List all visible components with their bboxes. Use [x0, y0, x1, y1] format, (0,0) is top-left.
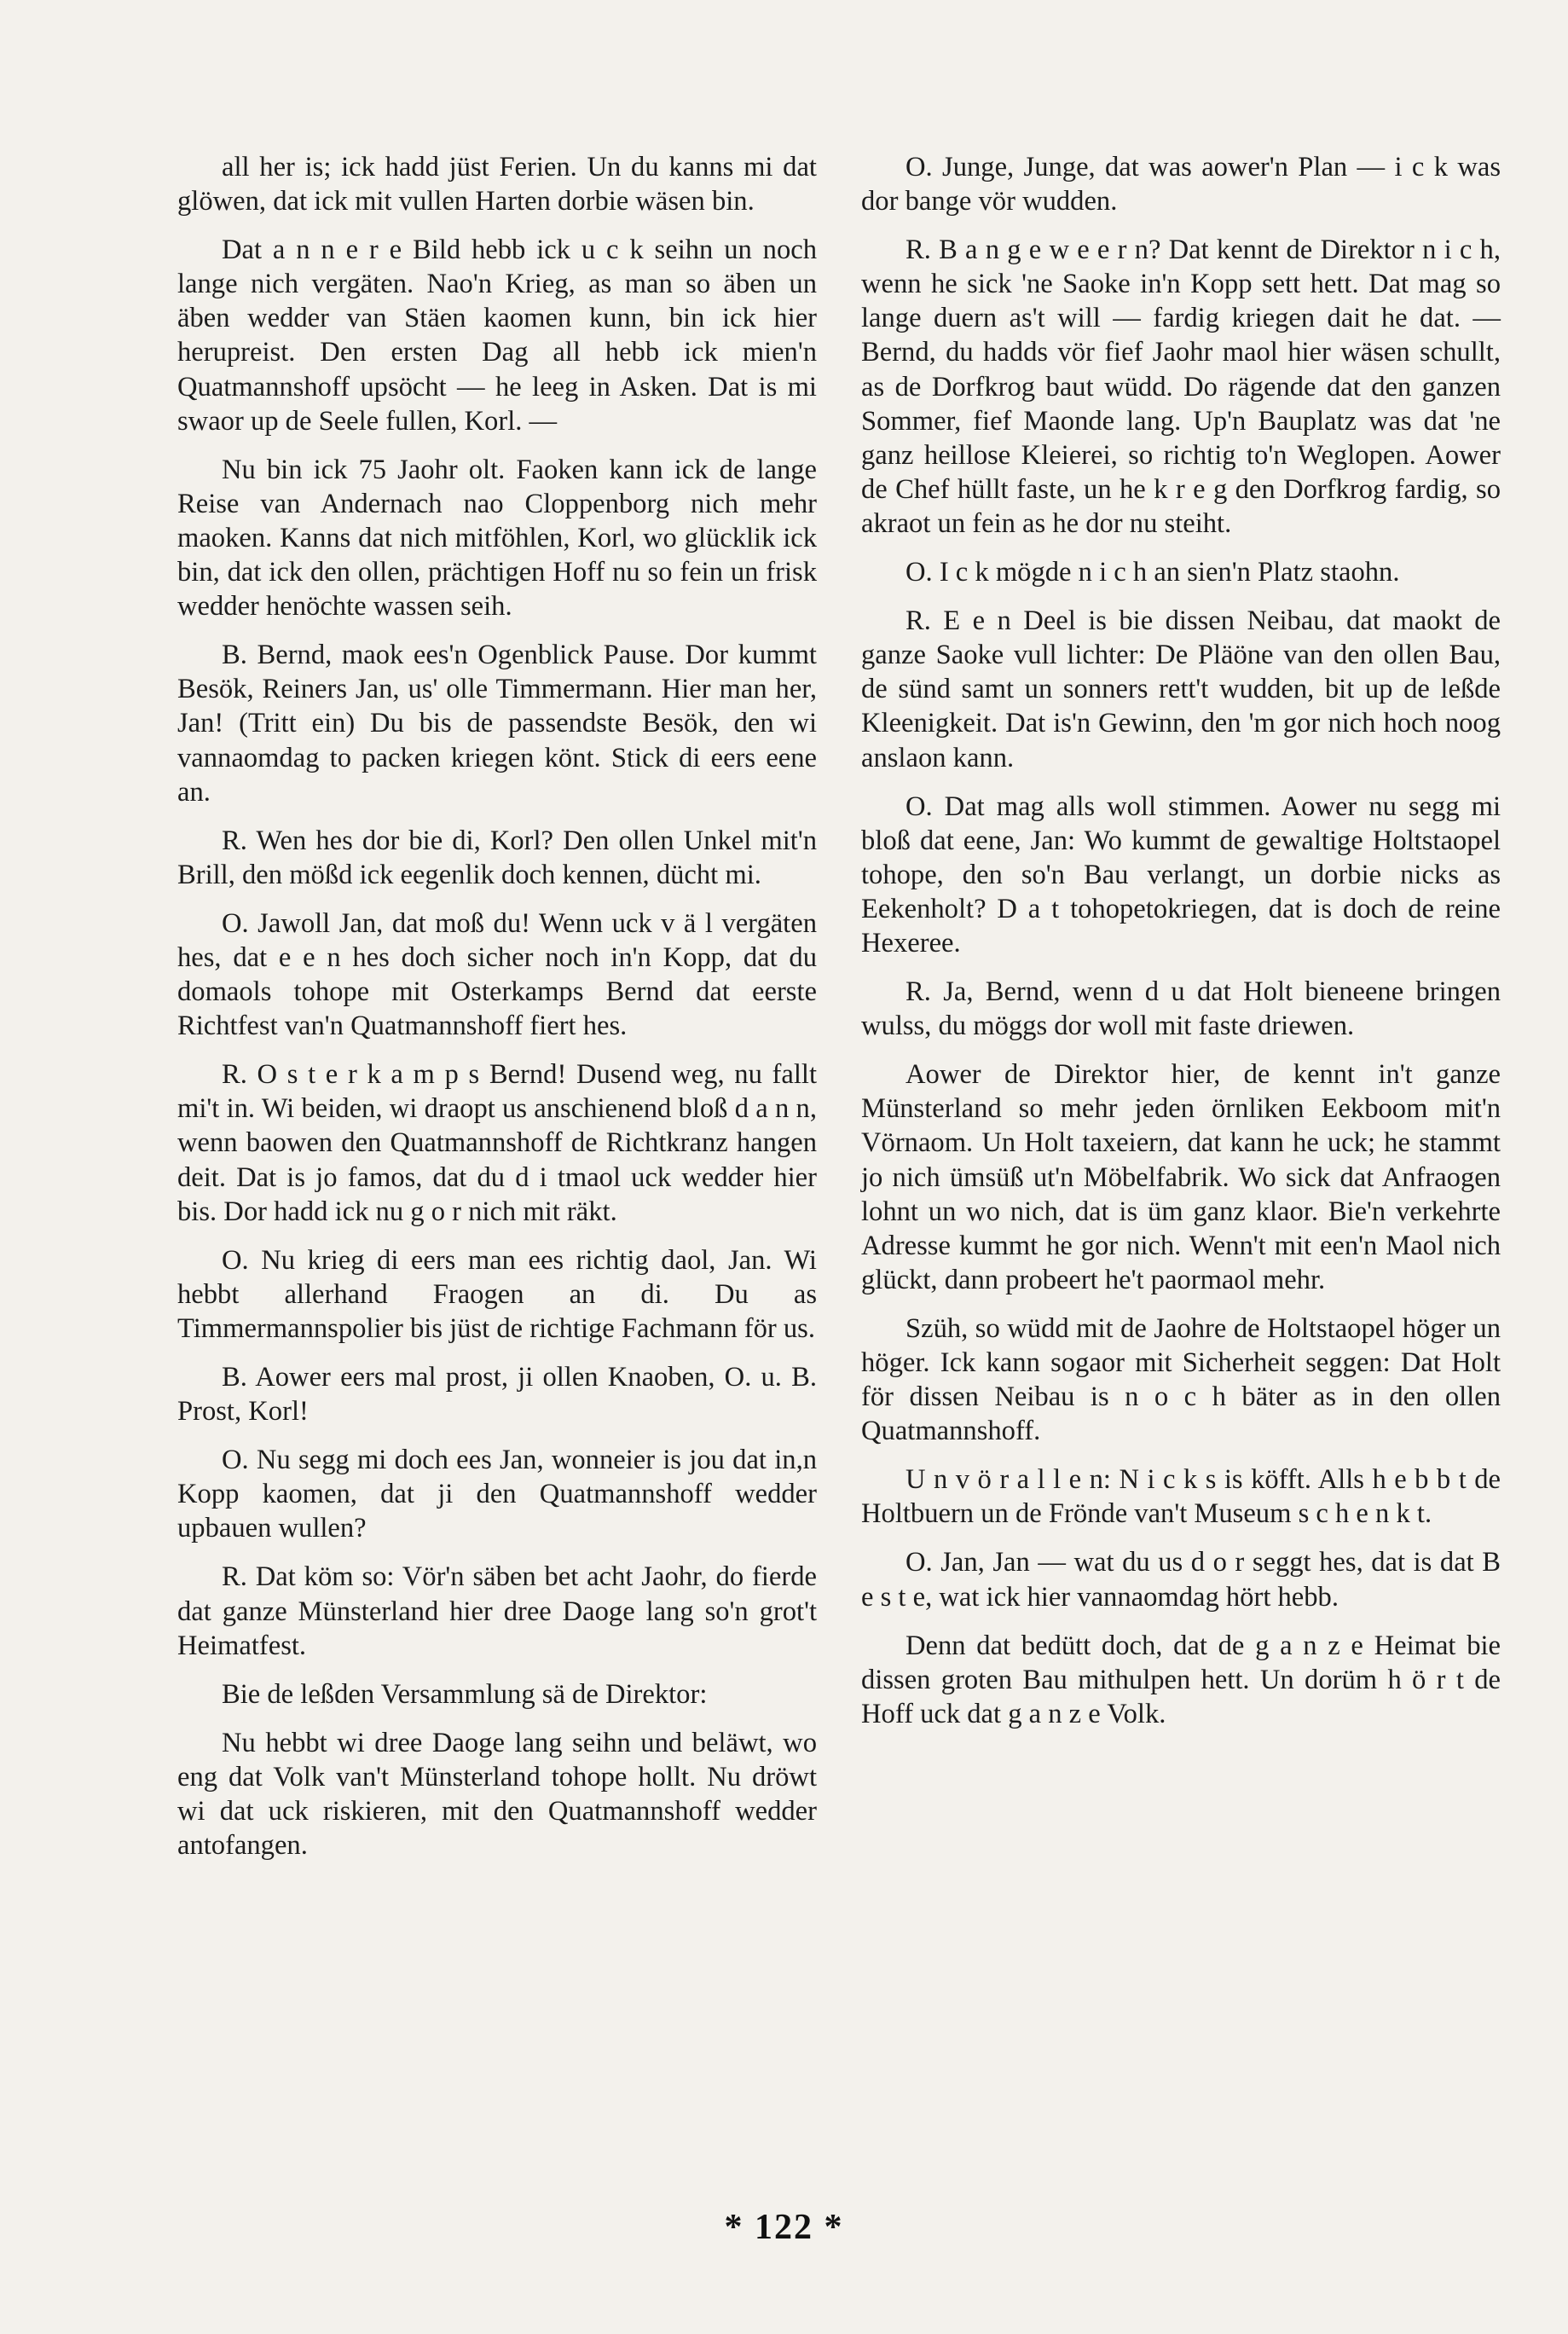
- paragraph: Nu bin ick 75 Jaohr olt. Faoken kann ick de lange Reise van Andernach nao Cloppenborg nich mehr maoken. Kanns dat nich mitföhlen, Korl, wo glücklik ick bin, dat ick den ollen, prächtigen Hoff nu so fein un frisk wedder henöchte wassen seih.: [177, 454, 817, 623]
- paragraph: O. Nu krieg di eers man ees richtig daol, Jan. Wi hebbt allerhand Fraogen an di. Du as Timmermannspolier bis jüst de richtige Fachmann för us.: [177, 1244, 817, 1344]
- paragraph: O. Junge, Junge, dat was aower'n Plan — i c k was dor bange vör wudden.: [861, 152, 1501, 217]
- page-number: * 122 *: [724, 2208, 844, 2247]
- paragraph: R. Ja, Bernd, wenn d u dat Holt bieneene bringen wulss, du möggs dor woll mit faste driewen.: [861, 976, 1501, 1042]
- paragraph: B. Bernd, maok ees'n Ogenblick Pause. Dor kummt Besök, Reiners Jan, us' olle Timmermann. Hier man her, Jan! (Tritt ein) Du bis de passendste Besök, den wi vannaomdag to packen kriegen könt. Stick di eers eene an.: [177, 640, 817, 808]
- paragraph: R. B a n g e w e e r n? Dat kennt de Direktor n i c h, wenn he sick 'ne Saoke in'n Kopp sett hett. Dat mag so lange duern as't will — fardig kriegen dait he dat. — Bernd, du hadds vör fief Jaohr maol hier wäsen schullt, as de Dorfkrog baut wüdd. Do rägende dat den ganzen Sommer, fief Maonde lang. Up'n Bauplatz was dat 'ne ganz heillose Kleierei, so richtig to'n Weglopen. Aower de Chef hüllt faste, un he k r e g den Dorfkrog fardig, so akraot un fein as he dor nu steiht.: [861, 235, 1501, 539]
- left-text-column: [177, 150, 817, 1877]
- paragraph: R. Dat köm so: Vör'n säben bet acht Jaohr, do fierde dat ganze Münsterland hier dree Daoge lang so'n grot't Heimatfest.: [177, 1561, 817, 1661]
- paragraph: Szüh, so wüdd mit de Jaohre de Holtstaopel höger un höger. Ick kann sogaor mit Sicherheit seggen: Dat Holt för dissen Neibau is n o c h bäter as in den ollen Quatmannshoff.: [861, 1312, 1501, 1447]
- paragraph: Denn dat bedütt doch, dat de g a n z e Heimat bie dissen groten Bau mithulpen hett. Un dorüm h ö r t de Hoff uck dat g a n z e Volk.: [861, 1630, 1501, 1729]
- paragraph: O. Jawoll Jan, dat moß du! Wenn uck v ä l vergäten hes, dat e e n hes doch sicher noch in'n Kopp, dat du domaols tohope mit Osterkamps Bernd dat eerste Richtfest van'n Quatmannshoff fiert hes.: [177, 907, 817, 1042]
- paragraph: all her is; ick hadd jüst Ferien. Un du kanns mi dat glöwen, dat ick mit vullen Harten dorbie wäsen bin.: [177, 152, 817, 217]
- right-text-column: [861, 150, 1501, 1746]
- paragraph: Nu hebbt wi dree Daoge lang seihn und beläwt, wo eng dat Volk van't Münsterland tohope hollt. Nu dröwt wi dat uck riskieren, mit den Quatmannshoff wedder antofangen.: [177, 1727, 817, 1862]
- paragraph: Bie de leßden Versammlung sä de Direktor:: [222, 1678, 708, 1710]
- paragraph: O. Jan, Jan — wat du us d o r seggt hes, dat is dat B e s t e, wat ick hier vannaomdag hört hebb.: [861, 1547, 1501, 1613]
- paragraph: O. I c k mögde n i c h an sien'n Platz staohn.: [906, 557, 1400, 588]
- paragraph: O. Nu segg mi doch ees Jan, wonneier is jou dat in,n Kopp kaomen, dat ji den Quatmannshoff wedder upbauen wullen?: [177, 1445, 817, 1544]
- paragraph: Dat a n n e r e Bild hebb ick u c k seihn un noch lange nich vergäten. Nao'n Krieg, as man so äben un äben wedder van Stäen kaomen kunn, bin ick hier herupreist. Den ersten Dag all hebb ick mien'n Quatmannshoff upsöcht — he leeg in Asken. Dat is mi swaor up de Seele fullen, Korl. —: [177, 235, 817, 437]
- paragraph: R. Wen hes dor bie di, Korl? Den ollen Unkel mit'n Brill, den mößd ick eegenlik doch kennen, dücht mi.: [177, 825, 817, 890]
- paragraph: Aower de Direktor hier, de kennt in't ganze Münsterland so mehr jeden örnliken Eekboom mit'n Vörnaom. Un Holt taxeiern, dat kann he uck; he stammt jo nich ümsüß ut'n Möbelfabrik. Wo sick dat Anfraogen lohnt un wo nich, dat is üm ganz klaor. Bie'n verkehrte Adresse kummt he gor nich. Wenn't mit een'n Maol nich glückt, dann probeert he't paormaol mehr.: [861, 1059, 1501, 1295]
- paragraph: U n v ö r a l l e n: N i c k s is köfft. Alls h e b b t de Holtbuern un de Frönde van't Museum s c h e n k t.: [861, 1464, 1501, 1530]
- paragraph: B. Aower eers mal prost, ji ollen Knaoben, O. u. B. Prost, Korl!: [177, 1362, 817, 1428]
- paragraph: R. O s t e r k a m p s Bernd! Dusend weg, nu fallt mi't in. Wi beiden, wi draopt us anschienend bloß d a n n, wenn baowen den Quatmannshoff de Richtkranz hangen deit. Dat is jo famos, dat du d i tmaol uck wedder hier bis. Dor hadd ick nu g o r nich mit räkt.: [177, 1059, 817, 1227]
- paragraph: O. Dat mag alls woll stimmen. Aower nu segg mi bloß dat eene, Jan: Wo kummt de gewaltige Holtstaopel tohope, den so'n Bau verlangt, un dorbie nicks as Eekenholt? D a t tohopetokriegen, dat is doch de reine Hexeree.: [861, 791, 1501, 959]
- paragraph: R. E e n Deel is bie dissen Neibau, dat maokt de ganze Saoke vull lichter: De Pläöne van den ollen Bau, de sünd samt un sonners rett't wudden, bit up de leßde Kleenigkeit. Dat is'n Gewinn, den 'm gor nich hoch noog anslaon kann.: [861, 605, 1501, 773]
